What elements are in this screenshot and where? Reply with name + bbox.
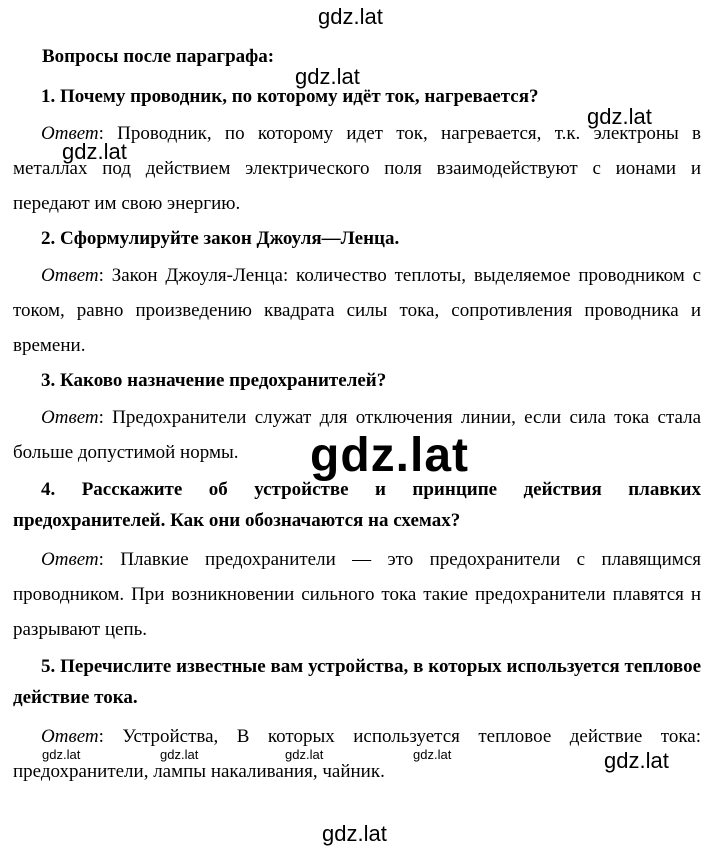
qa-item-5 [13, 651, 701, 789]
watermark-left-a1: gdz.lat [62, 139, 127, 164]
question-2: 2. Сформулируйте закон Джоуля—Ленца. [41, 228, 400, 249]
answer-label: Ответ [41, 265, 99, 286]
answer-2-text: : Закон Джоуля-Ленца: количество теплоты, выделяемое проводником с током, равно произведению квадрата силы тока, сопротивления проводника и времени. [13, 265, 701, 356]
question-1: 1. Почему проводник, по которому идёт ток, нагревается? [41, 86, 539, 107]
watermark-center-big: gdz.lat [310, 429, 469, 482]
answer-5-text: : Устройства, В которых используется тепловое действие тока: предохранители, лампы накаливания, чайник. [13, 726, 701, 782]
section-heading: Вопросы после параграфа: [42, 46, 275, 67]
watermark-bottom: gdz.lat [322, 821, 387, 846]
answer-1 [13, 116, 701, 221]
watermark-bottom-small-2: gdz.lat [160, 747, 199, 762]
watermark-bottom-small-3: gdz.lat [285, 747, 324, 762]
answer-3-text: : Предохранители служат для отключения линии, если сила тока стала больше допустимой нормы. [13, 407, 701, 463]
watermark-right-q1: gdz.lat [587, 104, 652, 129]
question-4: 4. Расскажите об устройстве и принципе действия плавких предохранителей. Как они обозначаются на схемах? [13, 479, 701, 531]
watermark-bottom-small-1: gdz.lat [42, 747, 81, 762]
question-5: 5. Перечислите известные вам устройства, в которых используется тепловое действие тока. [13, 656, 701, 708]
answer-4-text: : Плавкие предохранители — это предохранители с плавящимся проводником. При возникновении сильного тока такие предохранители плавятся н разрывают цепь. [13, 549, 701, 640]
watermark-bottom-small-4: gdz.lat [413, 747, 452, 762]
watermark-top: gdz.lat [318, 4, 383, 29]
answer-5 [13, 719, 701, 789]
watermark-under-heading: gdz.lat [295, 64, 360, 89]
answer-label: Ответ [41, 123, 99, 144]
answer-4 [13, 542, 701, 647]
qa-item-2 [13, 226, 701, 363]
answer-label: Ответ [41, 726, 99, 747]
watermark-bottom-right: gdz.lat [604, 748, 669, 773]
answer-label: Ответ [41, 407, 99, 428]
answer-2 [13, 258, 701, 363]
qa-item-4 [13, 474, 701, 647]
answer-label: Ответ [41, 549, 99, 570]
answer-1-text: : Проводник, по которому идет ток, нагревается, т.к. электроны в металлах под действием электрического поля взаимодействуют с ионами и передают им свою энергию. [13, 123, 701, 214]
question-3: 3. Каково назначение предохранителей? [41, 370, 387, 391]
